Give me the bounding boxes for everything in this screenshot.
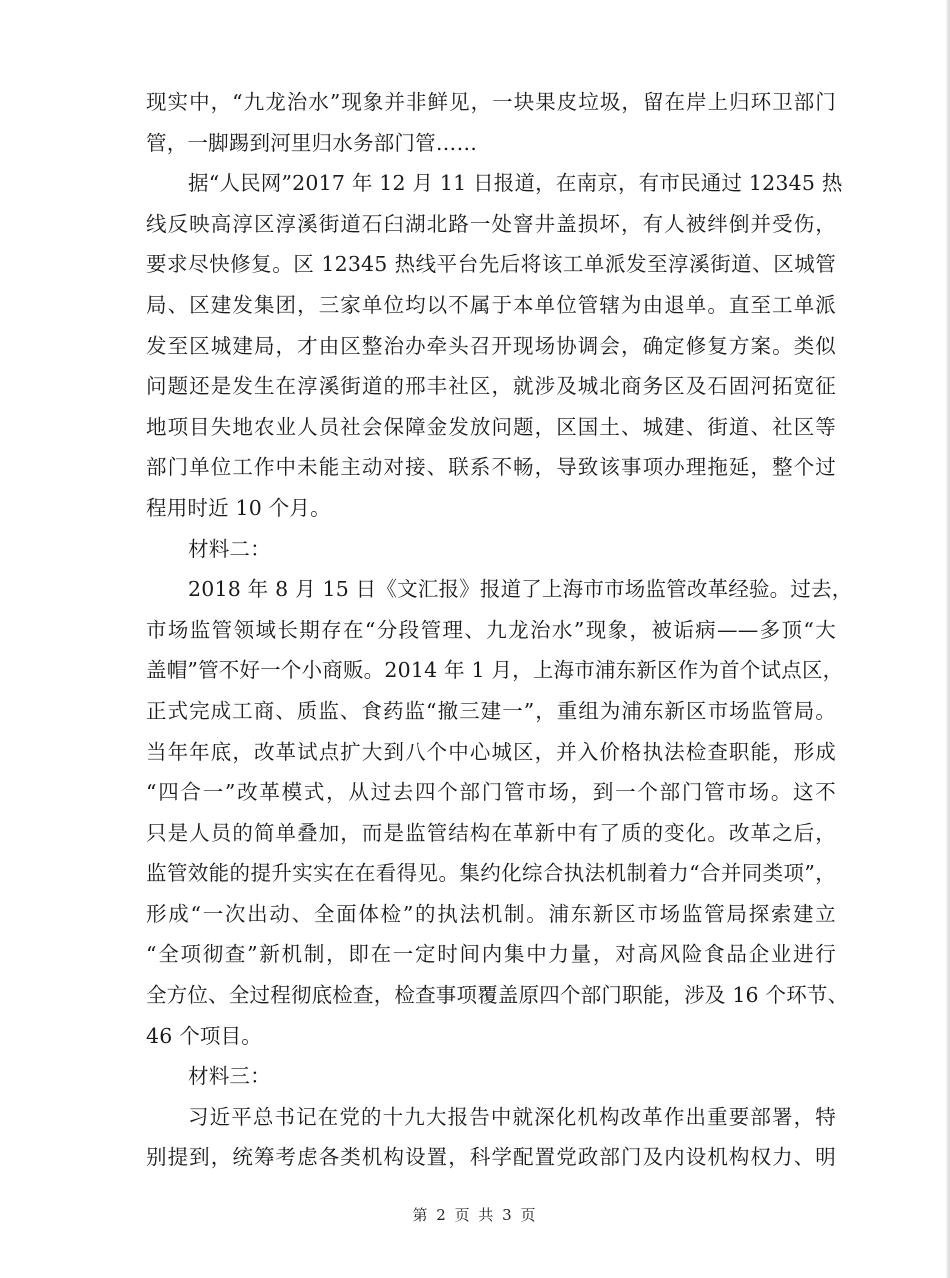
text-line: 形成“一次出动、全面体检”的执法机制。浦东新区市场监管局探索建立 [146,901,836,926]
text-line: 2018 年 8 月 15 日《文汇报》报道了上海市市场监管改革经验。过去， [188,577,853,602]
text-line: “全项彻查”新机制，即在一定时间内集中力量，对高风险食品企业进行 [146,942,836,967]
text-line: 习近平总书记在党的十九大报告中就深化机构改革作出重要部署，特 [188,1104,836,1129]
text-line: 局、区建发集团，三家单位均以不属于本单位管辖为由退单。直至工单派 [146,292,836,317]
text-line: 只是人员的简单叠加，而是监管结构在革新中有了质的变化。改革之后， [146,820,836,845]
text-line: 部门单位工作中未能主动对接、联系不畅，导致该事项办理拖延，整个过 [146,455,836,480]
body-text [146,82,853,1178]
text-line: 全方位、全过程彻底检查，检查事项覆盖原四个部门职能，涉及 16 个环节、 [146,983,849,1008]
text-line: 程用时近 10 个月。 [146,495,331,520]
text-line: 管，一脚踢到河里归水务部门管…… [146,130,478,155]
text-line: 正式完成工商、质监、食药监“撤三建一”，重组为浦东新区市场监管局。 [146,698,836,723]
text-line: 发至区城建局，才由区整治办牵头召开现场协调会，确定修复方案。类似 [146,333,836,358]
text-line: 地项目失地农业人员社会保障金发放问题，区国土、城建、街道、社区等 [146,414,836,439]
text-line: 盖帽”管不好一个小商贩。2014 年 1 月，上海市浦东新区作为首个试点区， [146,658,844,683]
text-line: 别提到，统筹考虑各类机构设置，科学配置党政部门及内设机构权力、明 [146,1145,836,1170]
page-footer: 第 2 页 共 3 页 [412,1206,538,1224]
text-line: 材料二： [188,536,271,561]
text-line: 要求尽快修复。区 12345 热线平台先后将该工单派发至淳溪街道、区城管 [146,252,836,277]
text-line: 材料三： [188,1064,271,1089]
text-line: 问题还是发生在淳溪街道的邢丰社区，就涉及城北商务区及石固河拓宽征 [146,374,836,399]
text-line: 线反映高淳区淳溪街道石臼湖北路一处窨井盖损坏，有人被绊倒并受伤， [146,211,836,236]
scan-edge [946,0,950,1278]
text-line: 当年年底，改革试点扩大到八个中心城区，并入价格执法检查职能，形成 [146,739,836,764]
text-line: 市场监管领域长期存在“分段管理、九龙治水”现象，被诟病——多顶“大 [146,617,836,642]
text-line: 46 个项目。 [146,1023,263,1048]
text-line: 监管效能的提升实实在在看得见。集约化综合执法机制着力“合并同类项”， [146,861,836,886]
text-line: 现实中，“九龙治水”现象并非鲜见，一块果皮垃圾，留在岸上归环卫部门 [146,90,836,114]
text-line: “四合一”改革模式，从过去四个部门管市场，到一个部门管市场。这不 [146,780,836,805]
text-line: 据“人民网”2017 年 12 月 11 日报道，在南京，有市民通过 12345 热 [188,171,843,196]
